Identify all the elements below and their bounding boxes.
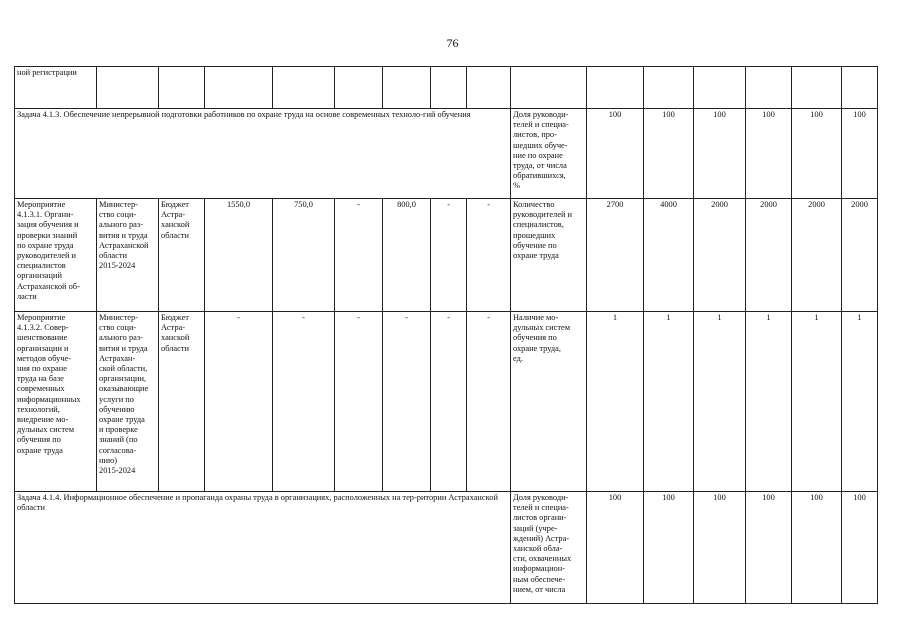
value-cell: 100 — [842, 109, 878, 199]
value-cell: 100 — [746, 109, 792, 199]
cell-empty — [159, 67, 205, 109]
task-title: Задача 4.1.4. Информационное обеспечение и пропаганда охраны труда в организациях, расположенных на тер-ритории Астраханской области — [15, 492, 511, 604]
page-number: 76 — [446, 36, 459, 50]
cell-empty — [694, 67, 746, 109]
funding-year-cell: 800,0 — [383, 199, 431, 312]
table-row-task-4-1-3 — [15, 109, 878, 199]
value-cell: 1 — [694, 312, 746, 492]
measure-name: Мероприятие 4.1.3.2. Совер- шенствование организации и методов обуче- ния по охране труда на базе современных информационных технологий, внедрение мо- дульных систем обучения по охране труда — [15, 312, 97, 492]
cell-empty — [587, 67, 644, 109]
value-cell: 100 — [644, 492, 694, 604]
indicator-cell: Наличие мо- дульных систем обучения по охране труда, ед. — [511, 312, 587, 492]
cell-empty — [97, 67, 159, 109]
cell-empty — [205, 67, 273, 109]
value-cell: 100 — [587, 109, 644, 199]
program-table — [14, 66, 878, 604]
cell-empty — [431, 67, 467, 109]
cell-name: ной регистрации — [15, 67, 97, 109]
funding-year-cell: - — [431, 312, 467, 492]
value-cell: 2000 — [746, 199, 792, 312]
funding-source-cell: Бюджет Астра- ханской области — [159, 199, 205, 312]
value-cell: 100 — [792, 492, 842, 604]
value-cell: 1 — [746, 312, 792, 492]
indicator-cell: Доля руководи- телей и специа- листов органи- заций (учре- ждений) Астра- ханской обла- сти, охваченных информацион- ным обеспече- нием, от числа — [511, 492, 587, 604]
value-cell: 100 — [746, 492, 792, 604]
cell-empty — [273, 67, 335, 109]
funding-year-cell: - — [273, 312, 335, 492]
funding-year-cell: - — [467, 312, 511, 492]
cell-empty — [511, 67, 587, 109]
cell-empty — [644, 67, 694, 109]
value-cell: 100 — [694, 109, 746, 199]
value-cell: 1 — [587, 312, 644, 492]
value-cell: 2000 — [842, 199, 878, 312]
table-row-task-4-1-4 — [15, 492, 878, 604]
funding-year-cell: - — [335, 312, 383, 492]
funding-total-cell: - — [205, 312, 273, 492]
cell-empty — [746, 67, 792, 109]
cell-empty — [842, 67, 878, 109]
measure-name: Мероприятие 4.1.3.1. Органи- зация обучения и проверки знаний по охране труда руководителей и специалистов организаций Астраханской об- ласти — [15, 199, 97, 312]
cell-empty — [335, 67, 383, 109]
table-row-measure-4-1-3-2 — [15, 312, 878, 492]
executor-cell: Министер- ство соци- ального раз- вития и труда Астрахан- ской области, организации, оказывающие услуги по обучению охране труда и проверке знаний (по согласова- нию) 2015-2024 — [97, 312, 159, 492]
value-cell: 100 — [644, 109, 694, 199]
table-row-registration — [15, 67, 878, 109]
value-cell: 100 — [842, 492, 878, 604]
value-cell: 100 — [694, 492, 746, 604]
indicator-cell: Количество руководителей и специалистов, прошедших обучение по охране труда — [511, 199, 587, 312]
value-cell: 2000 — [792, 199, 842, 312]
value-cell: 100 — [792, 109, 842, 199]
value-cell: 100 — [587, 492, 644, 604]
value-cell: 1 — [842, 312, 878, 492]
funding-source-cell: Бюджет Астра- ханской области — [159, 312, 205, 492]
cell-empty — [383, 67, 431, 109]
funding-year-cell: - — [383, 312, 431, 492]
indicator-cell: Доля руководи- телей и специа- листов, про- шедших обуче- ние по охране труда, от числа обратившихся, % — [511, 109, 587, 199]
value-cell: 2000 — [694, 199, 746, 312]
funding-year-cell: - — [431, 199, 467, 312]
funding-year-cell: - — [335, 199, 383, 312]
value-cell: 2700 — [587, 199, 644, 312]
task-title: Задача 4.1.3. Обеспечение непрерывной подготовки работников по охране труда на основе современных техноло-гий обучения — [15, 109, 511, 199]
executor-cell: Министер- ство соци- ального раз- вития и труда Астраханской области 2015-2024 — [97, 199, 159, 312]
value-cell: 4000 — [644, 199, 694, 312]
value-cell: 1 — [792, 312, 842, 492]
table-row-measure-4-1-3-1 — [15, 199, 878, 312]
cell-empty — [792, 67, 842, 109]
cell-empty — [467, 67, 511, 109]
funding-year-cell: 750,0 — [273, 199, 335, 312]
funding-year-cell: - — [467, 199, 511, 312]
value-cell: 1 — [644, 312, 694, 492]
funding-total-cell: 1550,0 — [205, 199, 273, 312]
